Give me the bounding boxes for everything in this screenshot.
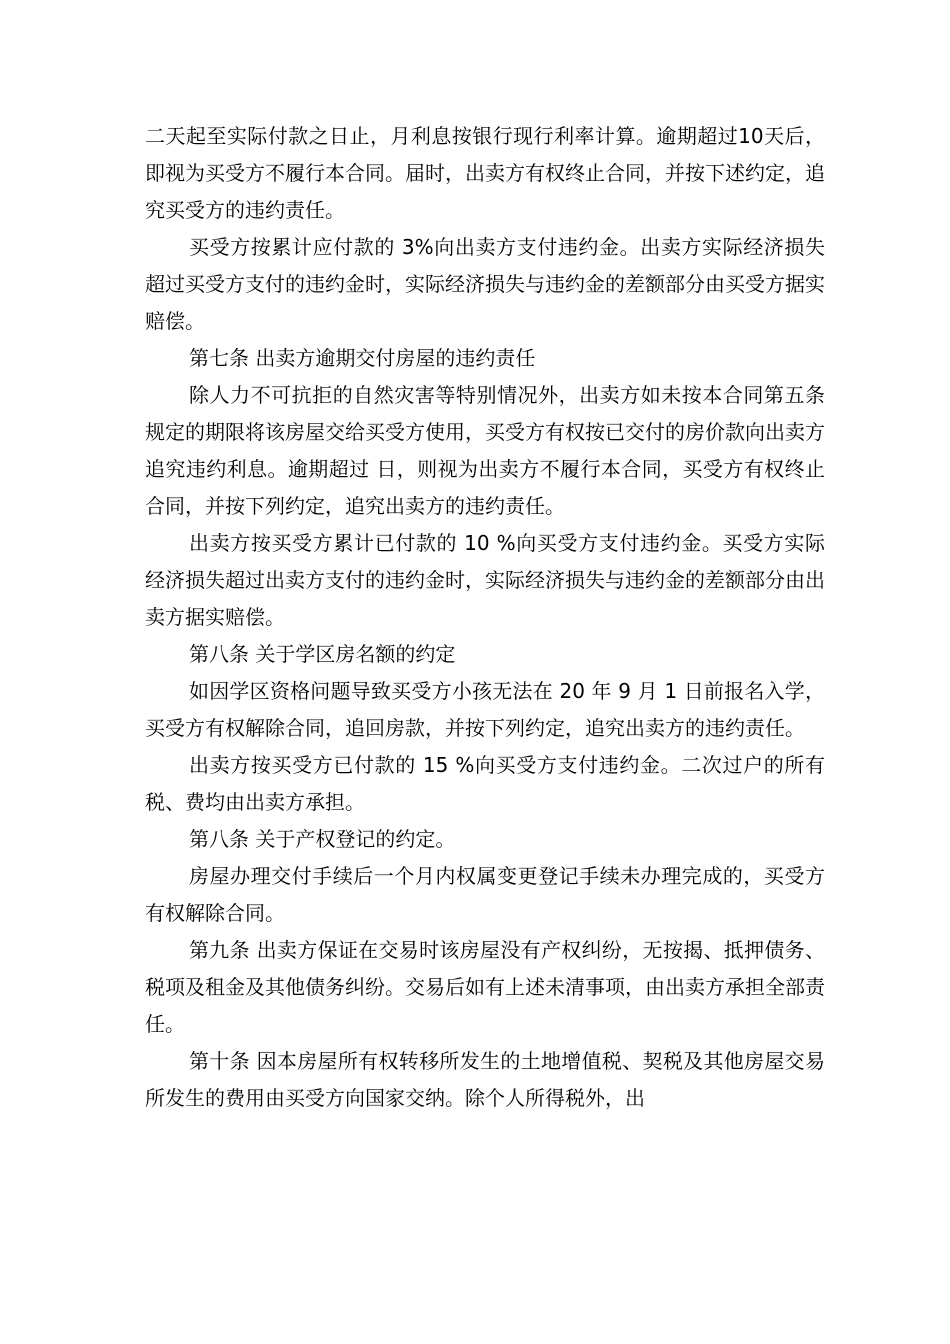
article-7-body: 除人力不可抗拒的自然灾害等特别情况外，出卖方如未按本合同第五条规定的期限将该房屋交给买受方使用，买受方有权按已交付的房价款向出卖方追究违约利息。逾期超过 日，则视为出卖方不履行本合同，买受方有权终止合同，并按下列约定，追究出卖方的违约责任。: [145, 383, 825, 518]
paragraph-buyer-penalty: 买受方按累计应付款的 3%向出卖方支付违约金。出卖方实际经济损失超过买受方支付的违约金时，实际经济损失与违约金的差额部分由买受方据实赔偿。: [145, 235, 825, 333]
article-10: 第十条 因本房屋所有权转移所发生的土地增值税、契税及其他房屋交易所发生的费用由买受方向国家交纳。除个人所得税外，出: [145, 1049, 825, 1110]
article-8-school-heading: 第八条 关于学区房名额的约定: [189, 642, 456, 666]
paragraph-continuation: 二天起至实际付款之日止，月利息按银行现行利率计算。逾期超过10天后，即视为买受方不履行本合同。届时，出卖方有权终止合同，并按下述约定，追究买受方的违约责任。: [145, 124, 825, 222]
article-7-heading: 第七条 出卖方逾期交付房屋的违约责任: [189, 346, 536, 370]
article-9: 第九条 出卖方保证在交易时该房屋没有产权纠纷，无按揭、抵押债务、税项及租金及其他债务纠纷。交易后如有上述未清事项，由出卖方承担全部责任。: [145, 938, 825, 1036]
article-8-school-body: 如因学区资格问题导致买受方小孩无法在 20 年 9 月 1 日前报名入学，买受方有权解除合同，追回房款，并按下列约定，追究出卖方的违约责任。: [145, 679, 825, 740]
paragraph-seller-penalty: 出卖方按买受方累计已付款的 10 %向买受方支付违约金。买受方实际经济损失超过出卖方支付的违约金时，实际经济损失与违约金的差额部分由出卖方据实赔偿。: [145, 531, 825, 629]
document-body: [145, 118, 825, 1117]
paragraph-school-penalty: 出卖方按买受方已付款的 15 %向买受方支付违约金。二次过户的所有税、费均由出卖方承担。: [145, 753, 825, 814]
article-8-title-body: 房屋办理交付手续后一个月内权属变更登记手续未办理完成的，买受方有权解除合同。: [145, 864, 825, 925]
article-8-title-heading: 第八条 关于产权登记的约定。: [189, 827, 456, 851]
